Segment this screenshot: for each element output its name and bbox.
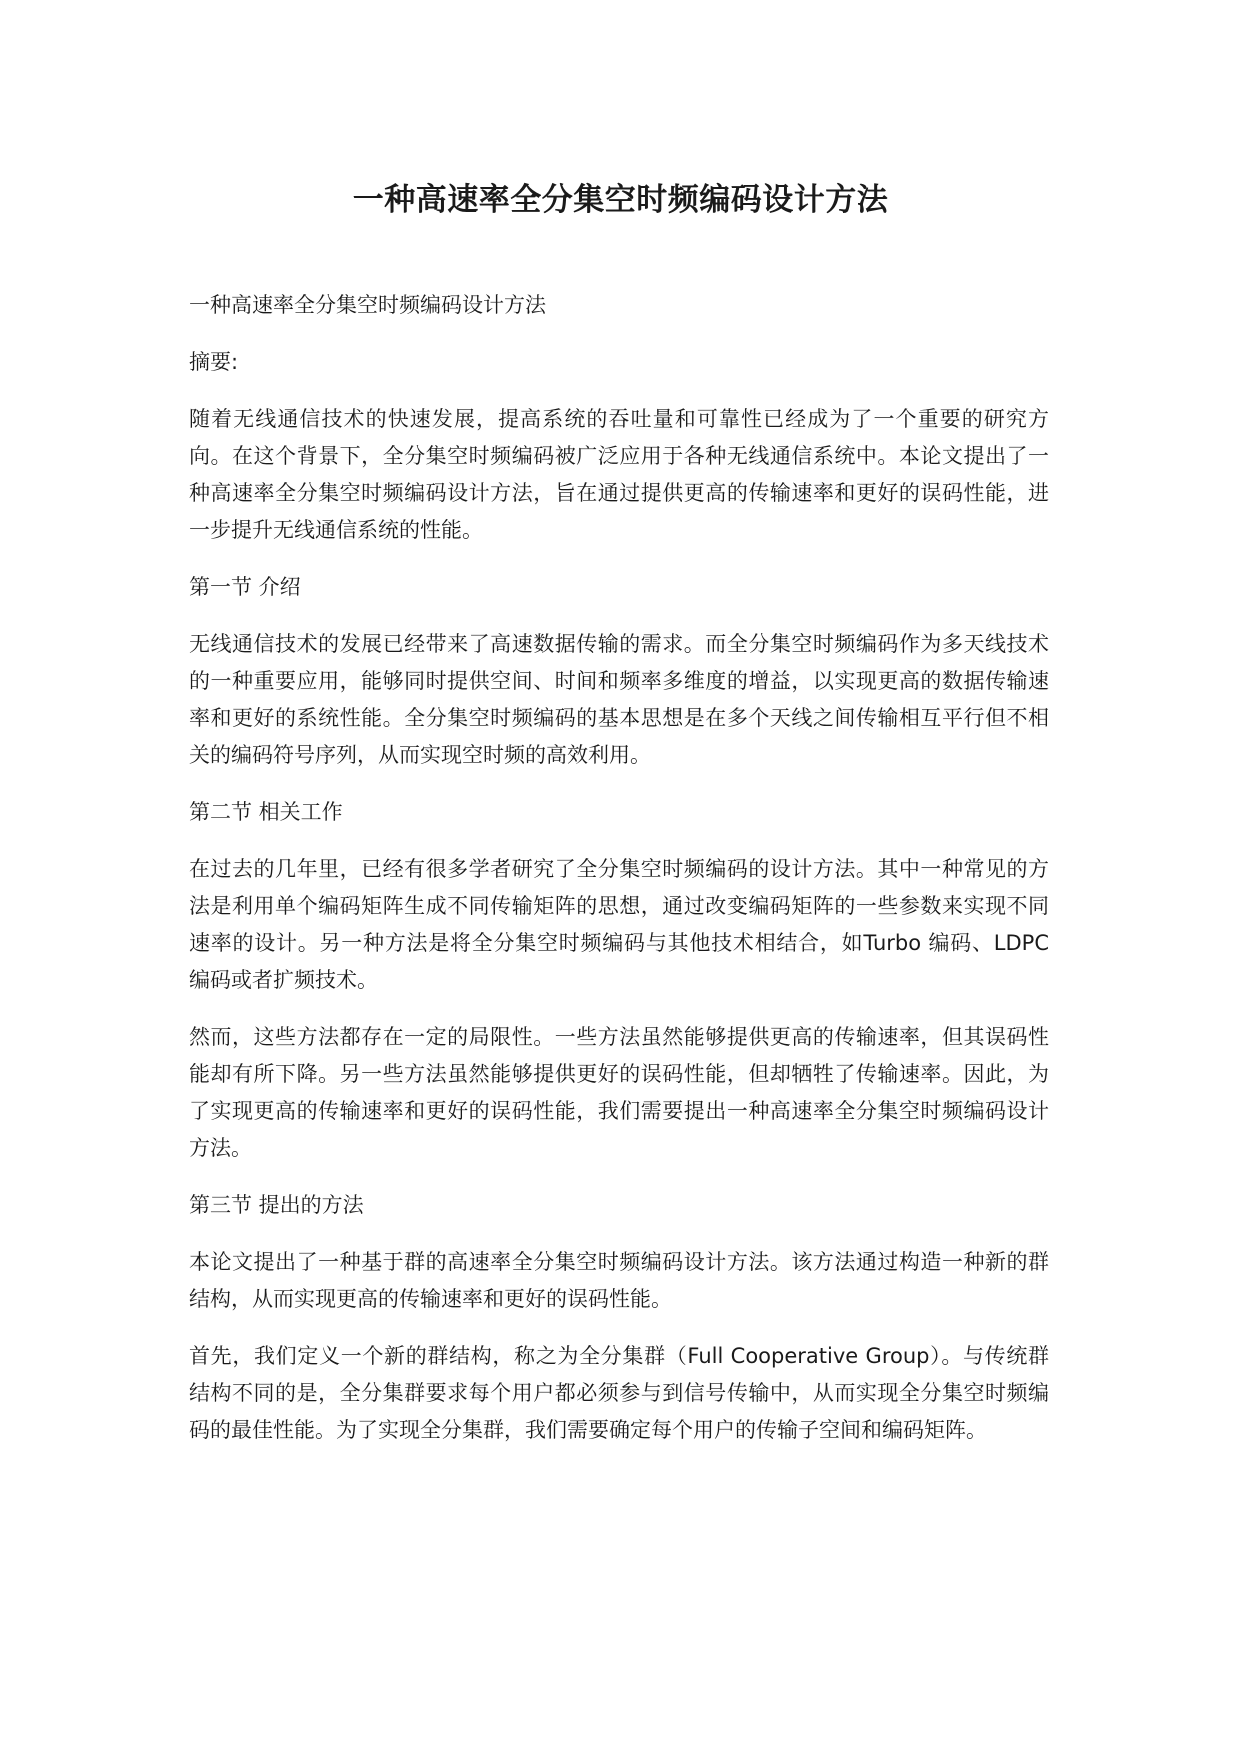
document-subtitle: 一种高速率全分集空时频编码设计方法 xyxy=(189,293,546,317)
document-body xyxy=(189,287,1049,1469)
abstract-paragraph: 随着无线通信技术的快速发展，提高系统的吞吐量和可靠性已经成为了一个重要的研究方向。在这个背景下，全分集空时频编码被广泛应用于各种无线通信系统中。本论文提出了一种高速率全分集空时频编码设计方法，旨在通过提供更高的传输速率和更好的误码性能，进一步提升无线通信系统的性能。 xyxy=(189,407,1049,542)
section-heading-proposed-method: 第三节 提出的方法 xyxy=(189,1193,364,1217)
related-work-paragraph-2: 然而，这些方法都存在一定的局限性。一些方法虽然能够提供更高的传输速率，但其误码性能却有所下降。另一些方法虽然能够提供更好的误码性能，但却牺牲了传输速率。因此，为了实现更高的传输速率和更好的误码性能，我们需要提出一种高速率全分集空时频编码设计方法。 xyxy=(189,1025,1049,1160)
abstract-label: 摘要: xyxy=(189,350,239,374)
related-work-paragraph-1: 在过去的几年里，已经有很多学者研究了全分集空时频编码的设计方法。其中一种常见的方法是利用单个编码矩阵生成不同传输矩阵的思想，通过改变编码矩阵的一些参数来实现不同速率的设计。另一种方法是将全分集空时频编码与其他技术相结合，如Turbo 编码、LDPC 编码或者扩频技术。 xyxy=(189,857,1049,992)
document-title: 一种高速率全分集空时频编码设计方法 xyxy=(352,182,889,218)
introduction-paragraph: 无线通信技术的发展已经带来了高速数据传输的需求。而全分集空时频编码作为多天线技术的一种重要应用，能够同时提供空间、时间和频率多维度的增益，以实现更高的数据传输速率和更好的系统性能。全分集空时频编码的基本思想是在多个天线之间传输相互平行但不相关的编码符号序列，从而实现空时频的高效利用。 xyxy=(189,632,1049,767)
section-heading-introduction: 第一节 介绍 xyxy=(189,575,301,599)
proposed-method-paragraph-1: 本论文提出了一种基于群的高速率全分集空时频编码设计方法。该方法通过构造一种新的群结构，从而实现更高的传输速率和更好的误码性能。 xyxy=(189,1250,1049,1311)
proposed-method-paragraph-2: 首先，我们定义一个新的群结构，称之为全分集群（Full Cooperative Group）。与传统群结构不同的是，全分集群要求每个用户都必须参与到信号传输中，从而实现全分集空时频编码的最佳性能。为了实现全分集群，我们需要确定每个用户的传输子空间和编码矩阵。 xyxy=(189,1344,1049,1442)
section-heading-related-work: 第二节 相关工作 xyxy=(189,800,343,824)
